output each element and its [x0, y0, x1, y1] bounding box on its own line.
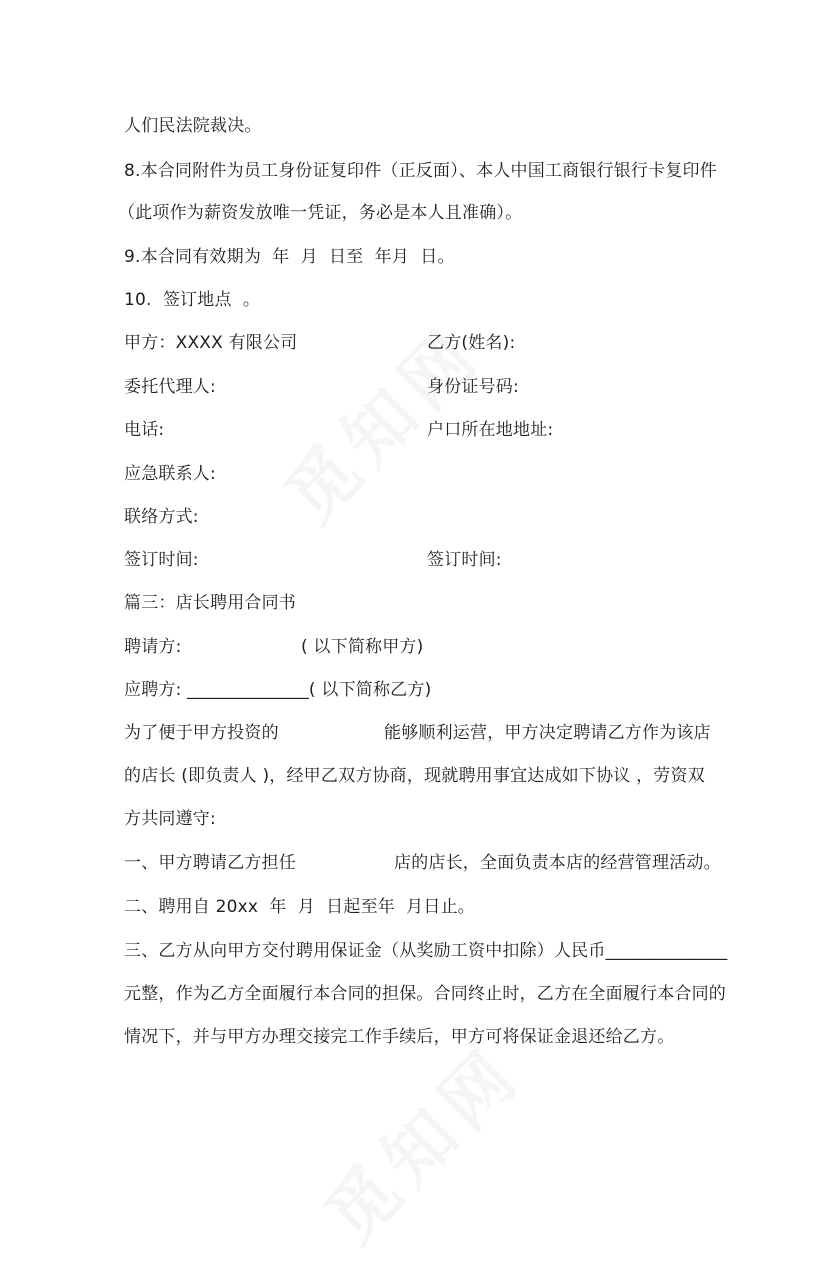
emergency-contact-label: 应急联系人:	[124, 464, 216, 484]
text-line: 人们民法院裁决。	[124, 116, 262, 136]
paragraph-line: 方共同遵守:	[124, 809, 216, 829]
party-b-label: 乙方(姓名):	[427, 333, 516, 353]
agent-label: 委托代理人:	[124, 377, 216, 397]
paragraph-line: 的店长 (即负责人 )，经甲乙双方协商，现就聘用事宜达成如下协议 ，劳资双	[124, 766, 705, 786]
paragraph-line: 能够顺利运营，甲方决定聘请乙方作为该店	[384, 723, 711, 743]
watermark	[299, 1020, 540, 1261]
clause-1: 店的店长，全面负责本店的经营管理活动。	[394, 853, 721, 873]
chapter-heading: 篇三：店长聘用合同书	[124, 593, 296, 613]
clause-1: 一、甲方聘请乙方担任	[124, 853, 296, 873]
text-line: 9.本合同有效期为 年 月 日至 年月 日。	[124, 247, 455, 267]
sign-time-b-label: 签订时间:	[427, 550, 502, 570]
employer-label: 聘请方:	[124, 637, 182, 657]
id-number-label: 身份证号码:	[427, 377, 519, 397]
sign-time-a-label: 签订时间:	[124, 550, 199, 570]
party-a-label: 甲方：XXXX 有限公司	[124, 333, 298, 353]
clause-3: 情况下，并与甲方办理交接完工作手续后，甲方可将保证金退还给乙方。	[124, 1027, 675, 1047]
address-label: 户口所在地地址:	[427, 420, 554, 440]
text-line: 8.本合同附件为员工身份证复印件（正反面）、本人中国工商银行银行卡复印件	[124, 161, 717, 181]
text-line: （此项作为薪资发放唯一凭证，务必是本人且准确）。	[118, 203, 523, 223]
clause-3: 元整，作为乙方全面履行本合同的担保。合同终止时，乙方在全面履行本合同的	[124, 984, 726, 1004]
clause-3: 三、乙方从向甲方交付聘用保证金（从奖励工资中扣除）人民币______________	[124, 941, 728, 961]
phone-label: 电话:	[124, 420, 165, 440]
contact-method-label: 联络方式:	[124, 507, 199, 527]
text-line: 10. 签订地点 。	[124, 290, 261, 310]
employer-note: ( 以下简称甲方)	[301, 637, 424, 657]
clause-2: 二、聘用自 20xx 年 月 日起至年 月日止。	[124, 897, 475, 917]
employee-label: 应聘方: ______________( 以下简称乙方)	[124, 680, 432, 700]
paragraph-line: 为了便于甲方投资的	[124, 723, 279, 743]
